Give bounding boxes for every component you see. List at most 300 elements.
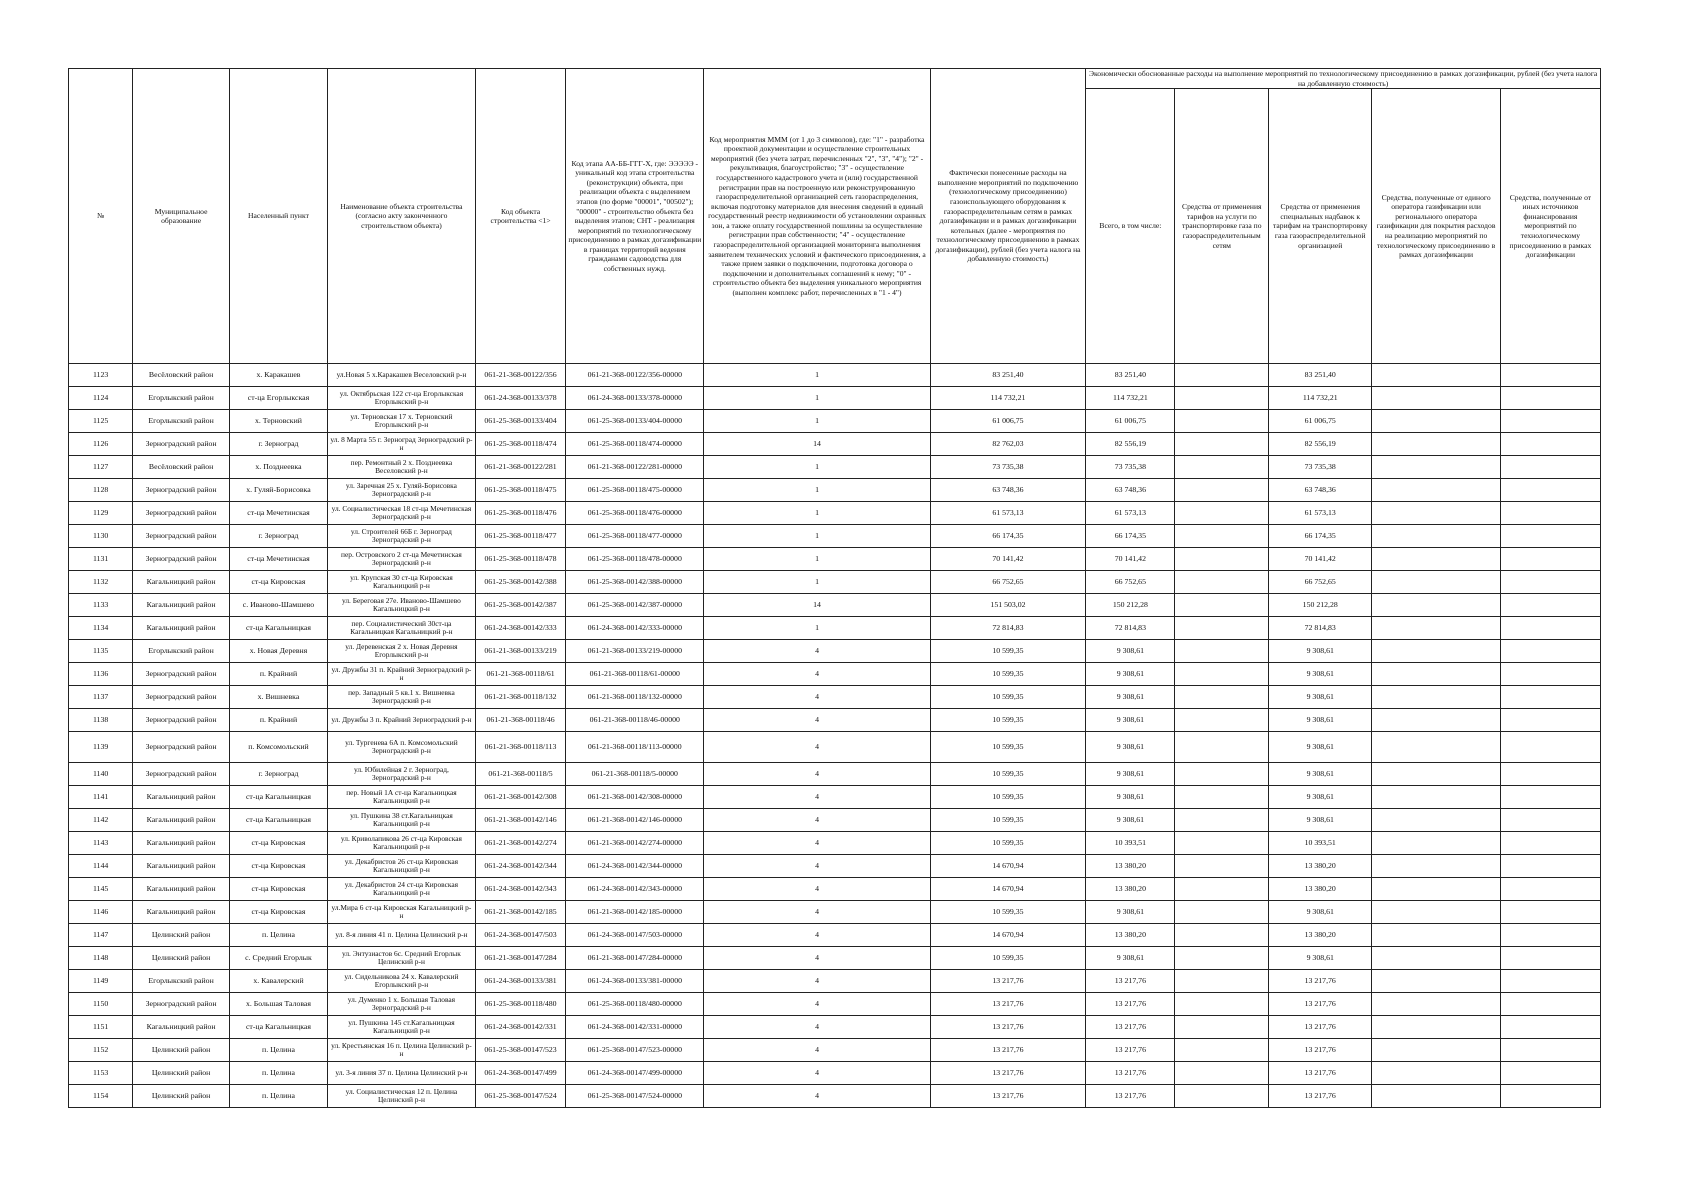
cell-settlement: х. Терновский xyxy=(230,410,328,433)
cell-object-code: 061-25-368-00118/475 xyxy=(475,479,565,502)
cell-municipality: Зерноградский район xyxy=(133,686,230,709)
cell-actual-costs: 10 599,35 xyxy=(930,786,1086,809)
cell-actual-costs: 151 503,02 xyxy=(930,594,1086,617)
cell-num: 1153 xyxy=(69,1062,133,1085)
cell-actual-costs: 73 735,38 xyxy=(930,456,1086,479)
cell-total: 61 573,13 xyxy=(1086,502,1175,525)
cell-num: 1134 xyxy=(69,617,133,640)
cell-single-operator xyxy=(1372,479,1500,502)
cell-single-operator xyxy=(1372,709,1500,732)
cell-object-code: 061-25-368-00142/387 xyxy=(475,594,565,617)
cell-num: 1139 xyxy=(69,732,133,763)
cell-object-code: 061-25-368-00118/480 xyxy=(475,993,565,1016)
cell-num: 1127 xyxy=(69,456,133,479)
cell-object-name: ул. Терновская 17 х. Терновский Егорлыкский р-н xyxy=(327,410,475,433)
cell-special-markups: 13 217,76 xyxy=(1269,970,1372,993)
cell-other-sources xyxy=(1500,663,1600,686)
cell-settlement: п. Комсомольский xyxy=(230,732,328,763)
cell-single-operator xyxy=(1372,617,1500,640)
cell-num: 1132 xyxy=(69,571,133,594)
cell-total: 70 141,42 xyxy=(1086,548,1175,571)
cell-special-markups: 13 217,76 xyxy=(1269,1062,1372,1085)
cell-total: 9 308,61 xyxy=(1086,640,1175,663)
cell-other-sources xyxy=(1500,732,1600,763)
cell-single-operator xyxy=(1372,878,1500,901)
cell-settlement: п. Крайний xyxy=(230,663,328,686)
cell-special-markups: 9 308,61 xyxy=(1269,709,1372,732)
cell-total: 9 308,61 xyxy=(1086,786,1175,809)
cell-stage-code: 061-25-368-00118/474-00000 xyxy=(566,433,704,456)
cell-other-sources xyxy=(1500,410,1600,433)
cell-municipality: Зерноградский район xyxy=(133,763,230,786)
cell-object-code: 061-24-368-00133/378 xyxy=(475,387,565,410)
cell-municipality: Кагальницкий район xyxy=(133,594,230,617)
cell-stage-code: 061-21-368-00118/132-00000 xyxy=(566,686,704,709)
cell-object-name: ул. Тургенева 6А п. Комсомольский Зерноградский р-н xyxy=(327,732,475,763)
cell-num: 1148 xyxy=(69,947,133,970)
cell-tariff-transport xyxy=(1175,901,1269,924)
cell-object-code: 061-24-368-00133/381 xyxy=(475,970,565,993)
cell-num: 1143 xyxy=(69,832,133,855)
cell-measure-code: 1 xyxy=(704,479,930,502)
cell-special-markups: 63 748,36 xyxy=(1269,479,1372,502)
cell-municipality: Целинский район xyxy=(133,1039,230,1062)
cell-tariff-transport xyxy=(1175,878,1269,901)
cell-settlement: ст-ца Кировская xyxy=(230,832,328,855)
cell-single-operator xyxy=(1372,732,1500,763)
table-row xyxy=(69,571,1601,594)
cell-stage-code: 061-21-368-00122/356-00000 xyxy=(566,364,704,387)
cell-actual-costs: 83 251,40 xyxy=(930,364,1086,387)
table-row xyxy=(69,525,1601,548)
cell-object-code: 061-24-368-00147/499 xyxy=(475,1062,565,1085)
cell-settlement: с. Иваново-Шамшево xyxy=(230,594,328,617)
cell-num: 1123 xyxy=(69,364,133,387)
cell-object-name: ул. Социалистическая 18 ст-ца Мечетинская Зерноградский р-н xyxy=(327,502,475,525)
cell-object-name: пер. Западный 5 кв.1 х. Вишневка Зерноградский р-н xyxy=(327,686,475,709)
cell-settlement: п. Крайний xyxy=(230,709,328,732)
cell-stage-code: 061-25-368-00142/387-00000 xyxy=(566,594,704,617)
cell-special-markups: 9 308,61 xyxy=(1269,947,1372,970)
cell-total: 66 752,65 xyxy=(1086,571,1175,594)
cell-object-code: 061-25-368-00118/476 xyxy=(475,502,565,525)
cell-actual-costs: 13 217,76 xyxy=(930,1039,1086,1062)
cell-actual-costs: 70 141,42 xyxy=(930,548,1086,571)
col-header-measure-code: Код мероприятия МММ (от 1 до 3 символов), где: "1" - разработка проектной документации и осуществление строительных мероприятий (без учета затрат, перечисленных "2", "3", "4"); "2" - рекультивация, благоустройство; "3" - осуществление государственного кадастрового учета и (или) государственной регистрации прав на построенную или реконструированную газораспределительной организацией сеть газораспределения, включая подготовку материалов для внесения сведений в единый государственный реестр недвижимости об установлении охранных зон, а также оплату государственной пошлины за осуществление регистрации прав собственности; "4" - осуществление газораспределительной организацией мониторинга выполнения заявителем технических условий и фактического присоединения, а также прием заявки о подключении, подготовка договора о подключении и дополнительных соглашений к нему; "0" - строительство объекта без выделения уникального мероприятия (выполнен комплекс работ, перечисленных в "1 - 4") xyxy=(704,69,930,364)
cell-other-sources xyxy=(1500,970,1600,993)
cell-other-sources xyxy=(1500,594,1600,617)
cell-actual-costs: 61 006,75 xyxy=(930,410,1086,433)
cell-settlement: с. Средний Егорлык xyxy=(230,947,328,970)
cell-object-name: ул. Социалистическая 12 п. Целина Целинский р-н xyxy=(327,1085,475,1108)
cell-total: 9 308,61 xyxy=(1086,809,1175,832)
cell-other-sources xyxy=(1500,763,1600,786)
cell-municipality: Зерноградский район xyxy=(133,433,230,456)
cell-stage-code: 061-24-368-00133/381-00000 xyxy=(566,970,704,993)
cell-object-name: ул. Заречная 25 х. Гуляй-Борисовка Зерноградский р-н xyxy=(327,479,475,502)
cell-object-name: ул. Криволапикова 26 ст-ца Кировская Кагальницкий р-н xyxy=(327,832,475,855)
table-row xyxy=(69,663,1601,686)
cell-stage-code: 061-21-368-00118/5-00000 xyxy=(566,763,704,786)
col-header-total: Всего, в том числе: xyxy=(1086,89,1175,364)
cell-other-sources xyxy=(1500,809,1600,832)
cell-settlement: х. Вишневка xyxy=(230,686,328,709)
cell-municipality: Егорлыкский район xyxy=(133,970,230,993)
cell-object-code: 061-25-368-00142/388 xyxy=(475,571,565,594)
cell-single-operator xyxy=(1372,855,1500,878)
cell-other-sources xyxy=(1500,548,1600,571)
cell-num: 1149 xyxy=(69,970,133,993)
cell-total: 13 380,20 xyxy=(1086,924,1175,947)
cell-object-name: ул. Крупская 30 ст-ца Кировская Кагальницкий р-н xyxy=(327,571,475,594)
cell-municipality: Кагальницкий район xyxy=(133,1016,230,1039)
cell-tariff-transport xyxy=(1175,1085,1269,1108)
cell-object-name: ул. 8-я линия 41 п. Целина Целинский р-н xyxy=(327,924,475,947)
cell-object-code: 061-21-368-00142/185 xyxy=(475,901,565,924)
cell-tariff-transport xyxy=(1175,571,1269,594)
cell-settlement: г. Зерноград xyxy=(230,433,328,456)
cell-object-name: ул. Декабристов 24 ст-ца Кировская Кагальницкий р-н xyxy=(327,878,475,901)
cell-object-name: ул. Пушкина 145 ст.Кагальницкая Кагальницкий р-н xyxy=(327,1016,475,1039)
cell-other-sources xyxy=(1500,1016,1600,1039)
cell-other-sources xyxy=(1500,571,1600,594)
cell-single-operator xyxy=(1372,786,1500,809)
cell-num: 1133 xyxy=(69,594,133,617)
table-row xyxy=(69,878,1601,901)
cell-tariff-transport xyxy=(1175,924,1269,947)
cell-settlement: ст-ца Кагальницкая xyxy=(230,1016,328,1039)
cell-municipality: Зерноградский район xyxy=(133,525,230,548)
cell-object-code: 061-24-368-00142/333 xyxy=(475,617,565,640)
cell-object-name: пер. Социалистический 30ст-ца Кагальницкая Кагальницкий р-н xyxy=(327,617,475,640)
cell-tariff-transport xyxy=(1175,970,1269,993)
cell-num: 1130 xyxy=(69,525,133,548)
cell-municipality: Кагальницкий район xyxy=(133,786,230,809)
header-row-top xyxy=(69,69,1601,89)
cell-object-name: ул. 3-я линия 37 п. Целина Целинский р-н xyxy=(327,1062,475,1085)
cell-settlement: п. Целина xyxy=(230,1085,328,1108)
cell-settlement: ст-ца Кировская xyxy=(230,571,328,594)
cell-tariff-transport xyxy=(1175,1016,1269,1039)
cell-actual-costs: 13 217,76 xyxy=(930,993,1086,1016)
cell-other-sources xyxy=(1500,924,1600,947)
cell-municipality: Кагальницкий район xyxy=(133,878,230,901)
cell-stage-code: 061-24-368-00142/331-00000 xyxy=(566,1016,704,1039)
cell-special-markups: 13 217,76 xyxy=(1269,993,1372,1016)
cell-measure-code: 4 xyxy=(704,993,930,1016)
cell-municipality: Зерноградский район xyxy=(133,709,230,732)
cell-num: 1147 xyxy=(69,924,133,947)
cell-tariff-transport xyxy=(1175,594,1269,617)
cell-settlement: ст-ца Кировская xyxy=(230,901,328,924)
cell-measure-code: 1 xyxy=(704,410,930,433)
cell-object-code: 061-21-368-00118/61 xyxy=(475,663,565,686)
cell-stage-code: 061-24-368-00147/499-00000 xyxy=(566,1062,704,1085)
cell-settlement: п. Целина xyxy=(230,1062,328,1085)
cell-object-code: 061-24-368-00142/331 xyxy=(475,1016,565,1039)
cell-municipality: Зерноградский район xyxy=(133,479,230,502)
cell-tariff-transport xyxy=(1175,456,1269,479)
cell-total: 9 308,61 xyxy=(1086,732,1175,763)
cell-special-markups: 13 380,20 xyxy=(1269,924,1372,947)
cell-total: 13 217,76 xyxy=(1086,1016,1175,1039)
cell-actual-costs: 114 732,21 xyxy=(930,387,1086,410)
cell-object-name: ул. Октябрьская 122 ст-ца Егорлыкская Егорлыкский р-н xyxy=(327,387,475,410)
cell-object-name: ул. Крестьянская 16 п. Целина Целинский р-н xyxy=(327,1039,475,1062)
cell-tariff-transport xyxy=(1175,763,1269,786)
cell-stage-code: 061-24-368-00147/503-00000 xyxy=(566,924,704,947)
cell-stage-code: 061-21-368-00122/281-00000 xyxy=(566,456,704,479)
cell-num: 1150 xyxy=(69,993,133,1016)
cell-special-markups: 13 217,76 xyxy=(1269,1016,1372,1039)
cell-object-code: 061-25-368-00147/523 xyxy=(475,1039,565,1062)
cell-stage-code: 061-21-368-00147/284-00000 xyxy=(566,947,704,970)
cell-settlement: ст-ца Кагальницкая xyxy=(230,786,328,809)
table-row xyxy=(69,640,1601,663)
cell-measure-code: 1 xyxy=(704,502,930,525)
cell-settlement: х. Позднеевка xyxy=(230,456,328,479)
cell-municipality: Егорлыкский район xyxy=(133,640,230,663)
cell-object-code: 061-24-368-00142/344 xyxy=(475,855,565,878)
cell-num: 1151 xyxy=(69,1016,133,1039)
col-header-actual-costs: Фактически понесенные расходы на выполнение мероприятий по подключению (технологическому присоединению) газоиспользующего оборудования к газораспределительным сетям в рамках догазификации и в рамках догазификации котельных (далее - мероприятия по технологическому присоединению в рамках догазификации), рублей (без учета налога на добавленную стоимость) xyxy=(930,69,1086,364)
cell-actual-costs: 10 599,35 xyxy=(930,947,1086,970)
cell-stage-code: 061-21-368-00133/219-00000 xyxy=(566,640,704,663)
cell-stage-code: 061-21-368-00118/61-00000 xyxy=(566,663,704,686)
cell-object-name: ул. Деревенская 2 х. Новая Деревня Егорлыкский р-н xyxy=(327,640,475,663)
cell-measure-code: 4 xyxy=(704,709,930,732)
cell-special-markups: 13 217,76 xyxy=(1269,1085,1372,1108)
cell-num: 1125 xyxy=(69,410,133,433)
table-row xyxy=(69,855,1601,878)
cell-single-operator xyxy=(1372,970,1500,993)
cell-num: 1137 xyxy=(69,686,133,709)
cell-object-name: ул. Энтузиастов 6с. Средний Егорлык Целинский р-н xyxy=(327,947,475,970)
cell-measure-code: 4 xyxy=(704,924,930,947)
cell-measure-code: 14 xyxy=(704,594,930,617)
cell-measure-code: 4 xyxy=(704,901,930,924)
cell-settlement: ст-ца Мечетинская xyxy=(230,502,328,525)
cell-settlement: ст-ца Кировская xyxy=(230,878,328,901)
cell-num: 1129 xyxy=(69,502,133,525)
cell-measure-code: 1 xyxy=(704,364,930,387)
cell-object-name: ул. Юбилейная 2 г. Зерноград, Зерноградский р-н xyxy=(327,763,475,786)
cell-stage-code: 061-25-368-00118/476-00000 xyxy=(566,502,704,525)
cell-tariff-transport xyxy=(1175,786,1269,809)
col-header-object-name: Наименование объекта строительства (согласно акту законченного строительством объекта) xyxy=(327,69,475,364)
cell-tariff-transport xyxy=(1175,855,1269,878)
cell-total: 9 308,61 xyxy=(1086,686,1175,709)
cell-special-markups: 9 308,61 xyxy=(1269,686,1372,709)
cell-municipality: Целинский район xyxy=(133,1062,230,1085)
cell-num: 1126 xyxy=(69,433,133,456)
cell-num: 1152 xyxy=(69,1039,133,1062)
cell-actual-costs: 13 217,76 xyxy=(930,970,1086,993)
cell-object-code: 061-21-368-00122/281 xyxy=(475,456,565,479)
cell-other-sources xyxy=(1500,855,1600,878)
cell-special-markups: 9 308,61 xyxy=(1269,786,1372,809)
cell-special-markups: 72 814,83 xyxy=(1269,617,1372,640)
cell-num: 1131 xyxy=(69,548,133,571)
cell-tariff-transport xyxy=(1175,364,1269,387)
cell-other-sources xyxy=(1500,364,1600,387)
cell-other-sources xyxy=(1500,479,1600,502)
cell-other-sources xyxy=(1500,387,1600,410)
cell-object-code: 061-25-368-00133/404 xyxy=(475,410,565,433)
cell-measure-code: 4 xyxy=(704,878,930,901)
col-header-single-operator: Средства, полученные от единого оператора газификации или регионального оператора газификации для покрытия расходов на реализацию мероприятий по технологическому присоединению в рамках догазификации xyxy=(1372,89,1500,364)
cell-single-operator xyxy=(1372,456,1500,479)
cell-settlement: х. Каракашев xyxy=(230,364,328,387)
cell-other-sources xyxy=(1500,686,1600,709)
col-header-object-code: Код объекта строительства <1> xyxy=(475,69,565,364)
table-row xyxy=(69,832,1601,855)
cell-tariff-transport xyxy=(1175,640,1269,663)
table-row xyxy=(69,1016,1601,1039)
cell-single-operator xyxy=(1372,1039,1500,1062)
cell-special-markups: 13 217,76 xyxy=(1269,1039,1372,1062)
cell-actual-costs: 13 217,76 xyxy=(930,1085,1086,1108)
cell-object-code: 061-21-368-00142/274 xyxy=(475,832,565,855)
cell-settlement: п. Целина xyxy=(230,1039,328,1062)
cell-actual-costs: 10 599,35 xyxy=(930,901,1086,924)
table-row xyxy=(69,924,1601,947)
cell-total: 72 814,83 xyxy=(1086,617,1175,640)
cell-actual-costs: 13 217,76 xyxy=(930,1062,1086,1085)
table-row xyxy=(69,364,1601,387)
cell-special-markups: 9 308,61 xyxy=(1269,732,1372,763)
col-header-settlement: Населенный пункт xyxy=(230,69,328,364)
cell-total: 13 380,20 xyxy=(1086,855,1175,878)
cell-object-code: 061-21-368-00142/146 xyxy=(475,809,565,832)
cell-stage-code: 061-25-368-00118/477-00000 xyxy=(566,525,704,548)
cell-stage-code: 061-21-368-00142/274-00000 xyxy=(566,832,704,855)
cell-other-sources xyxy=(1500,502,1600,525)
cell-measure-code: 4 xyxy=(704,855,930,878)
cell-actual-costs: 10 599,35 xyxy=(930,686,1086,709)
table-row xyxy=(69,970,1601,993)
cell-total: 83 251,40 xyxy=(1086,364,1175,387)
cell-single-operator xyxy=(1372,1062,1500,1085)
cell-stage-code: 061-21-368-00142/185-00000 xyxy=(566,901,704,924)
cell-special-markups: 150 212,28 xyxy=(1269,594,1372,617)
cell-object-code: 061-25-368-00118/478 xyxy=(475,548,565,571)
cell-tariff-transport xyxy=(1175,387,1269,410)
cell-special-markups: 82 556,19 xyxy=(1269,433,1372,456)
cell-measure-code: 4 xyxy=(704,1039,930,1062)
cell-total: 63 748,36 xyxy=(1086,479,1175,502)
cell-single-operator xyxy=(1372,594,1500,617)
cell-object-code: 061-21-368-00118/5 xyxy=(475,763,565,786)
cell-object-code: 061-21-368-00142/308 xyxy=(475,786,565,809)
cell-stage-code: 061-25-368-00133/404-00000 xyxy=(566,410,704,433)
cell-total: 9 308,61 xyxy=(1086,663,1175,686)
cell-settlement: ст-ца Кагальницкая xyxy=(230,617,328,640)
cell-special-markups: 13 380,20 xyxy=(1269,878,1372,901)
cell-object-name: ул. Дружбы 3 п. Крайний Зерноградский р-н xyxy=(327,709,475,732)
cell-actual-costs: 10 599,35 xyxy=(930,832,1086,855)
cell-tariff-transport xyxy=(1175,709,1269,732)
table-row xyxy=(69,387,1601,410)
cell-measure-code: 4 xyxy=(704,832,930,855)
cell-measure-code: 1 xyxy=(704,525,930,548)
cell-settlement: ст-ца Кагальницкая xyxy=(230,809,328,832)
cell-tariff-transport xyxy=(1175,548,1269,571)
cell-measure-code: 1 xyxy=(704,387,930,410)
cell-municipality: Целинский район xyxy=(133,947,230,970)
cell-municipality: Целинский район xyxy=(133,924,230,947)
cell-other-sources xyxy=(1500,901,1600,924)
cell-single-operator xyxy=(1372,548,1500,571)
cell-special-markups: 9 308,61 xyxy=(1269,901,1372,924)
table-row xyxy=(69,709,1601,732)
cell-special-markups: 9 308,61 xyxy=(1269,640,1372,663)
cell-special-markups: 10 393,51 xyxy=(1269,832,1372,855)
table-row xyxy=(69,1085,1601,1108)
cell-stage-code: 061-21-368-00142/308-00000 xyxy=(566,786,704,809)
cell-num: 1124 xyxy=(69,387,133,410)
cell-actual-costs: 14 670,94 xyxy=(930,878,1086,901)
cell-stage-code: 061-21-368-00118/113-00000 xyxy=(566,732,704,763)
cell-settlement: г. Зерноград xyxy=(230,763,328,786)
cell-object-name: ул. 8 Марта 55 г. Зерноград Зерноградский р-н xyxy=(327,433,475,456)
cell-tariff-transport xyxy=(1175,617,1269,640)
cell-num: 1154 xyxy=(69,1085,133,1108)
cell-total: 9 308,61 xyxy=(1086,947,1175,970)
table-row xyxy=(69,763,1601,786)
cell-total: 9 308,61 xyxy=(1086,709,1175,732)
cell-other-sources xyxy=(1500,832,1600,855)
cell-object-name: пер. Островского 2 ст-ца Мечетинская Зерноградский р-н xyxy=(327,548,475,571)
cell-total: 13 217,76 xyxy=(1086,993,1175,1016)
cell-special-markups: 9 308,61 xyxy=(1269,663,1372,686)
cell-actual-costs: 10 599,35 xyxy=(930,663,1086,686)
cell-measure-code: 4 xyxy=(704,786,930,809)
cell-special-markups: 114 732,21 xyxy=(1269,387,1372,410)
cell-special-markups: 66 752,65 xyxy=(1269,571,1372,594)
cell-num: 1138 xyxy=(69,709,133,732)
cell-single-operator xyxy=(1372,1085,1500,1108)
table-row xyxy=(69,410,1601,433)
cell-object-code: 061-21-368-00147/284 xyxy=(475,947,565,970)
cell-tariff-transport xyxy=(1175,479,1269,502)
cell-num: 1141 xyxy=(69,786,133,809)
cell-single-operator xyxy=(1372,993,1500,1016)
cell-stage-code: 061-24-368-00142/343-00000 xyxy=(566,878,704,901)
cell-other-sources xyxy=(1500,433,1600,456)
cell-single-operator xyxy=(1372,663,1500,686)
cell-actual-costs: 14 670,94 xyxy=(930,924,1086,947)
cell-measure-code: 4 xyxy=(704,686,930,709)
cell-measure-code: 1 xyxy=(704,548,930,571)
cell-single-operator xyxy=(1372,832,1500,855)
cell-tariff-transport xyxy=(1175,525,1269,548)
cell-object-code: 061-25-368-00118/474 xyxy=(475,433,565,456)
cell-measure-code: 4 xyxy=(704,809,930,832)
cell-municipality: Егорлыкский район xyxy=(133,410,230,433)
cell-stage-code: 061-21-368-00118/46-00000 xyxy=(566,709,704,732)
table-row xyxy=(69,594,1601,617)
cell-settlement: х. Кавалерский xyxy=(230,970,328,993)
cell-settlement: ст-ца Егорлыкская xyxy=(230,387,328,410)
cell-special-markups: 13 380,20 xyxy=(1269,855,1372,878)
cell-single-operator xyxy=(1372,571,1500,594)
table-row xyxy=(69,686,1601,709)
cell-total: 13 217,76 xyxy=(1086,1085,1175,1108)
cell-object-name: ул. Пушкина 38 ст.Кагальницкая Кагальницкий р-н xyxy=(327,809,475,832)
cell-total: 10 393,51 xyxy=(1086,832,1175,855)
cell-object-name: пер. Ремонтный 2 х. Позднеевка Веселовский р-н xyxy=(327,456,475,479)
